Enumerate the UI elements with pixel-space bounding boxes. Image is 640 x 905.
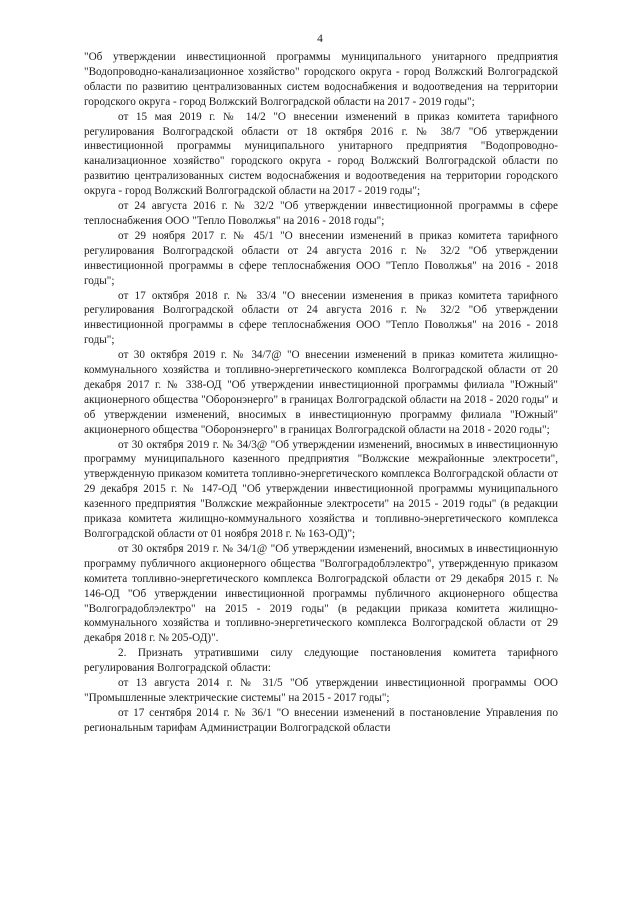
paragraph-decree-31-5: от 13 августа 2014 г. № 31/5 "Об утверждении инвестиционной программы ООО "Промышленные электрические системы" на 2015 - 2017 годы"; — [84, 677, 558, 704]
page-number: 4 — [317, 33, 323, 45]
paragraph-order-33-4: от 17 октября 2018 г. № 33/4 "О внесении изменения в приказ комитета тарифного регулирования Волгоградской области от 24 августа 2016 г. № 32/2 "Об утверждении инвестиционной программы в сфере теплоснабжения ООО "Тепло Поволжья" на 2016 - 2018 годы"; — [84, 289, 558, 347]
paragraph-order-34-7: от 30 октября 2019 г. № 34/7@ "О внесении изменений в приказ комитета жилищно-коммунального хозяйства и топливно-энергетического комплекса Волгоградской области от 20 декабря 2017 г. № 338-ОД "Об утверждении инвестиционной программы филиала "Южный" акционерного общества "Оборонэнерго" в границах Волгоградской области на 2018 - 2020 годы" и об утверждении изменений, вносимых в инвестиционную программу филиала "Южный" акционерного общества "Оборонэнерго" в границах Волгоградской области на 2018 - 2020 годы"; — [84, 349, 558, 436]
paragraph-order-14-2: от 15 мая 2019 г. № 14/2 "О внесении изменений в приказ комитета тарифного регулирования Волгоградской области от 18 октября 2016 г. № 38/7 "Об утверждении инвестиционной программы муниципального унитарного предприятия "Водопроводно-канализационное хозяйство" городского округа - город Волжский Волгоградской области по развитию централизованных систем водоснабжения и водоотведения на территории городского округа - город Волжский Волгоградской области на 2017 - 2019 годы"; — [84, 110, 558, 198]
document-body — [84, 50, 558, 736]
paragraph-decree-36-1: от 17 сентября 2014 г. № 36/1 "О внесении изменений в постановление Управления по региональным тарифам Администрации Волгоградской области — [84, 706, 558, 734]
paragraph-order-34-1: от 30 октября 2019 г. № 34/1@ "Об утверждении изменений, вносимых в инвестиционную программу публичного акционерного общества "Волгоградоблэлектро", утвержденную приказом комитета топливно-энергетического комплекса Волгоградской области от 29 декабря 2015 г. № 146-ОД "Об утверждении инвестиционной программы публичного акционерного общества "Волгоградоблэлектро" на 2015 - 2019 годы" (в редакции приказа комитета жилищно-коммунального хозяйства и топливно-энергетического комплекса Волгоградской области от 29 декабря 2018 г. № 205-ОД)". — [84, 542, 558, 645]
paragraph-vkh-program-title: "Об утверждении инвестиционной программы муниципального унитарного предприятия "Водопроводно-канализационное хозяйство" городского округа - город Волжский Волгоградской области по развитию централизованных систем водоснабжения и водоотведения на территории городского округа - город Волжский Волгоградской области на 2017 - 2019 годы"; — [84, 51, 558, 108]
paragraph-order-45-1: от 29 ноября 2017 г. № 45/1 "О внесении изменений в приказ комитета тарифного регулирования Волгоградской области от 24 августа 2016 г. № 32/2 "Об утверждении инвестиционной программы в сфере теплоснабжения ООО "Тепло Поволжья" на 2016 - 2018 годы"; — [84, 229, 558, 287]
paragraph-order-32-2: от 24 августа 2016 г. № 32/2 "Об утверждении инвестиционной программы в сфере теплоснабжения ООО "Тепло Поволжья" на 2016 - 2018 годы"; — [84, 200, 558, 227]
paragraph-clause-2: 2. Признать утратившими силу следующие постановления комитета тарифного регулирования Волгоградской области: — [84, 647, 558, 675]
paragraph-order-34-3: от 30 октября 2019 г. № 34/3@ "Об утверждении изменений, вносимых в инвестиционную программу муниципального казенного предприятия "Волжские межрайонные электросети", утвержденную приказом комитета топливно-энергетического комплекса Волгоградской области от 29 декабря 2015 г. № 147-ОД "Об утверждении инвестиционной программы муниципального казенного предприятия "Волжские межрайонные электросети" на 2015 - 2019 годы" (в редакции приказа комитета жилищно-коммунального хозяйства и топливно-энергетического комплекса Волгоградской области от 01 ноября 2018 г. № 163-ОД)"; — [84, 438, 558, 540]
